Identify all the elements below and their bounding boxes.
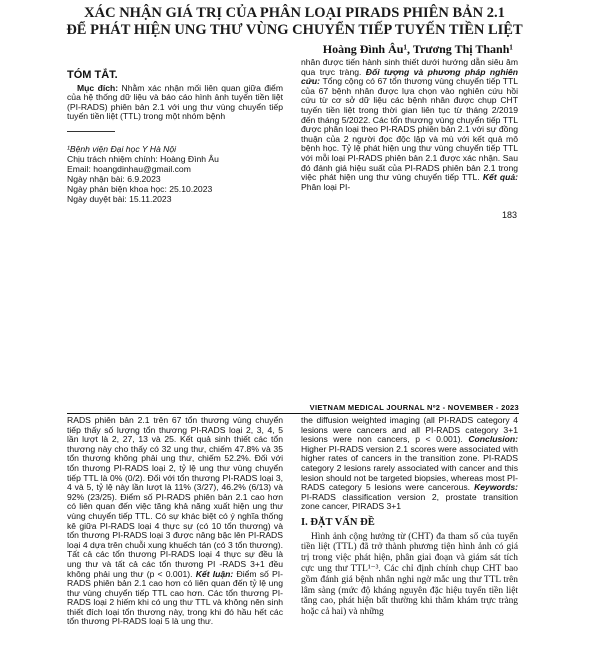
abstract-p2: Tổng cộng có 67 tổn thương vùng chuyển tiếp TTL của 67 bệnh nhân được lựa chọn vào nghiên cứu hồi cứu từ cơ sở dữ liệu các bệnh nhân được chụp CHT tuyến tiền liệt trong thời gian liên tục từ tháng 2/2019 đến tháng 5/2022. Các tổn thương vùng chuyển tiếp TTL được phân loại theo PI-RADS phiên bản 2.1 với sự đồng thuận của 2 người đọc độc lập và mù với kết quả mô bệnh học. Tỷ lệ phát hiện ung thư vùng chuyển tiếp TTL với mỗi loại PI-RADS phiên bản 2.1 được xác nhận. Sau đó đánh giá hiệu suất của PI-RADS phiên bản 2.1 trong việc phát hiện ung thư vùng chuyển tiếp TTL. (301, 76, 518, 183)
right-column-top (301, 58, 518, 192)
abstract-p3: Phân loại PI- (301, 181, 351, 192)
footnote-affiliation: ¹Bệnh viện Đại học Y Hà Nội (67, 143, 177, 154)
conclusion-text-vi: Điểm số PI-RADS phiên bản 2.1 cao hơn có liên quan đến tỷ lệ ung thư vùng chuyển tiếp TTL cao hơn. Các tổn thương PI-RADS loại 2 hiếm khi có ung thư TTL và không nên sinh thiết đích loại tổn thương này, trong khi đó hầu hết các tổn thương PI-RADS loại 5 là ung thư. (67, 568, 283, 627)
summary-heading: TÓM TẮT. (67, 69, 118, 81)
footnote-received: Ngày nhận bài: 6.9.2023 (67, 173, 161, 184)
abstract-p1: nhân được tiến hành sinh thiết dưới hướng dẫn siêu âm qua trực tràng. (301, 57, 518, 77)
section-heading: I. ĐẶT VẤN ĐỀ (301, 516, 375, 528)
authors: Hoàng Đình Âu¹, Trương Thị Thanh¹ (322, 42, 513, 56)
journal-header: VIETNAM MEDICAL JOURNAL Nº2 - NOVEMBER - 2023 (309, 403, 519, 412)
footnote-divider (67, 131, 115, 132)
left-column-bottom (67, 416, 283, 627)
header-rule (67, 413, 519, 414)
keywords-label: Keywords: (474, 482, 518, 493)
english-p1: the diffusion weighted imaging (all PI-RADS category 4 lesions were cancers and all PI-RADS category 3+1 lesions were non cancers, p < 0.001). (301, 415, 518, 445)
left-column-top (67, 58, 283, 204)
conclusion-label-en: Conclusion: (468, 434, 518, 445)
purpose-text: Nhằm xác nhận mối liên quan giữa điểm của hệ thống dữ liệu và báo cáo hình ảnh tuyến tiền liệt (PI-RADS) phiên bản 2.1 với ung thư vùng chuyển tiếp tuyến tiền liệt (TTL) trong một nhóm bệnh (67, 82, 283, 122)
summary-purpose (67, 84, 283, 122)
footnote-responsible: Chịu trách nhiệm chính: Hoàng Đình Âu (67, 153, 219, 164)
result-label: Kết quả: (482, 172, 519, 183)
results-text: RADS phiên bản 2.1 trên 67 tổn thương vùng chuyển tiếp thấy số lượng tổn thương PI-RADS loại 2, 3, 4, 5 lần lượt là 2, 27, 13 và 25. Kết quả sinh thiết các tổn thương này cho thấy có 32 ung thư, chiếm 47.8% và 35 tổn thương không phải ung thư, chiếm 52.2%. Đối với tổn thương PI-RADS loại 2, tỷ lệ ung thư vùng chuyển tiếp TTL là 0% (0/2). Đối với tổn thương PI-RADS loại 3, 4 và 5, tỷ lệ này lần lượt là 11% (3/27), 46.2% (6/13) và 92% (23/25). Điểm số PI-RADS phiên bản 2.1 cao hơn có liên quan đến việc tăng khả năng xuất hiện ung thư vùng chuyển tiếp TTL. Có sự khác biệt có ý nghĩa thống kê giữa PI-RADS loại 4 thực sự (có 10 tổn thương) và tổn thương PI-RADS loại 3 được nâng bậc lên PI-RADS loại 4 dựa trên chuỗi xung khuếch tán (có 3 tổn thương). Tất cả các tổn thương PI-RADS loại 4 thực sự đều là ung thư và tất cả các tổn thương PI -RADS 3+1 đều không phải ung thư (p < 0.001). (67, 415, 283, 579)
abstract-continued (301, 58, 518, 192)
right-column-bottom (301, 416, 518, 618)
keywords-text: PI-RADS classification version 2, prostate transition zone cancer, PIRADS 3+1 (301, 491, 518, 512)
footnote (67, 144, 283, 204)
purpose-label: Mục đích: (77, 82, 119, 93)
english-p2: Higher PI-RADS version 2.1 scores were associated with higher rates of cancers in the transition zone. PI-RADS category 2 lesions rarely associated with cancer and this lesion should not be targeted biopsies, whereas most PI-RADS category 5 lesions were cancerous. (301, 443, 518, 493)
english-abstract (301, 416, 518, 512)
footnote-reviewed: Ngày phản biện khoa học: 25.10.2023 (67, 183, 213, 194)
title-line-1: XÁC NHẬN GIÁ TRỊ CỦA PHÂN LOẠI PIRADS PHIÊN BẢN 2.1 (84, 5, 505, 21)
results-paragraph (67, 416, 283, 627)
footnote-accepted: Ngày duyệt bài: 15.11.2023 (67, 193, 172, 204)
footnote-email: Email: hoangdinhau@gmail.com (67, 163, 191, 174)
methods-label: Đối tượng và phương pháp nghiên cứu: (301, 66, 519, 87)
title-line-2: ĐỂ PHÁT HIỆN UNG THƯ VÙNG CHUYỂN TIẾP TUYẾN TIỀN LIỆT (66, 22, 523, 38)
page-number: 183 (501, 210, 517, 220)
section-text: Hình ảnh cộng hưởng từ (CHT) đa tham số của tuyến tiền liệt (TTL) đã trở thành phương tiện hình ảnh có giá trị trong việc phát hiện, phân giai đoạn và giám sát tích cực ung thư TTL¹⁻³. Các chỉ định chính chụp CHT bao gồm đánh giá bệnh nhân nghi ngờ mắc ung thư TTL trên lâm sàng (mức độ kháng nguyên đặc hiệu tuyến tiền liệt tăng cao, phát hiện bất thường khi thăm khám trực tràng hoặc cả hai) và những (301, 531, 518, 618)
conclusion-label-vi: Kết luận: (195, 568, 234, 579)
